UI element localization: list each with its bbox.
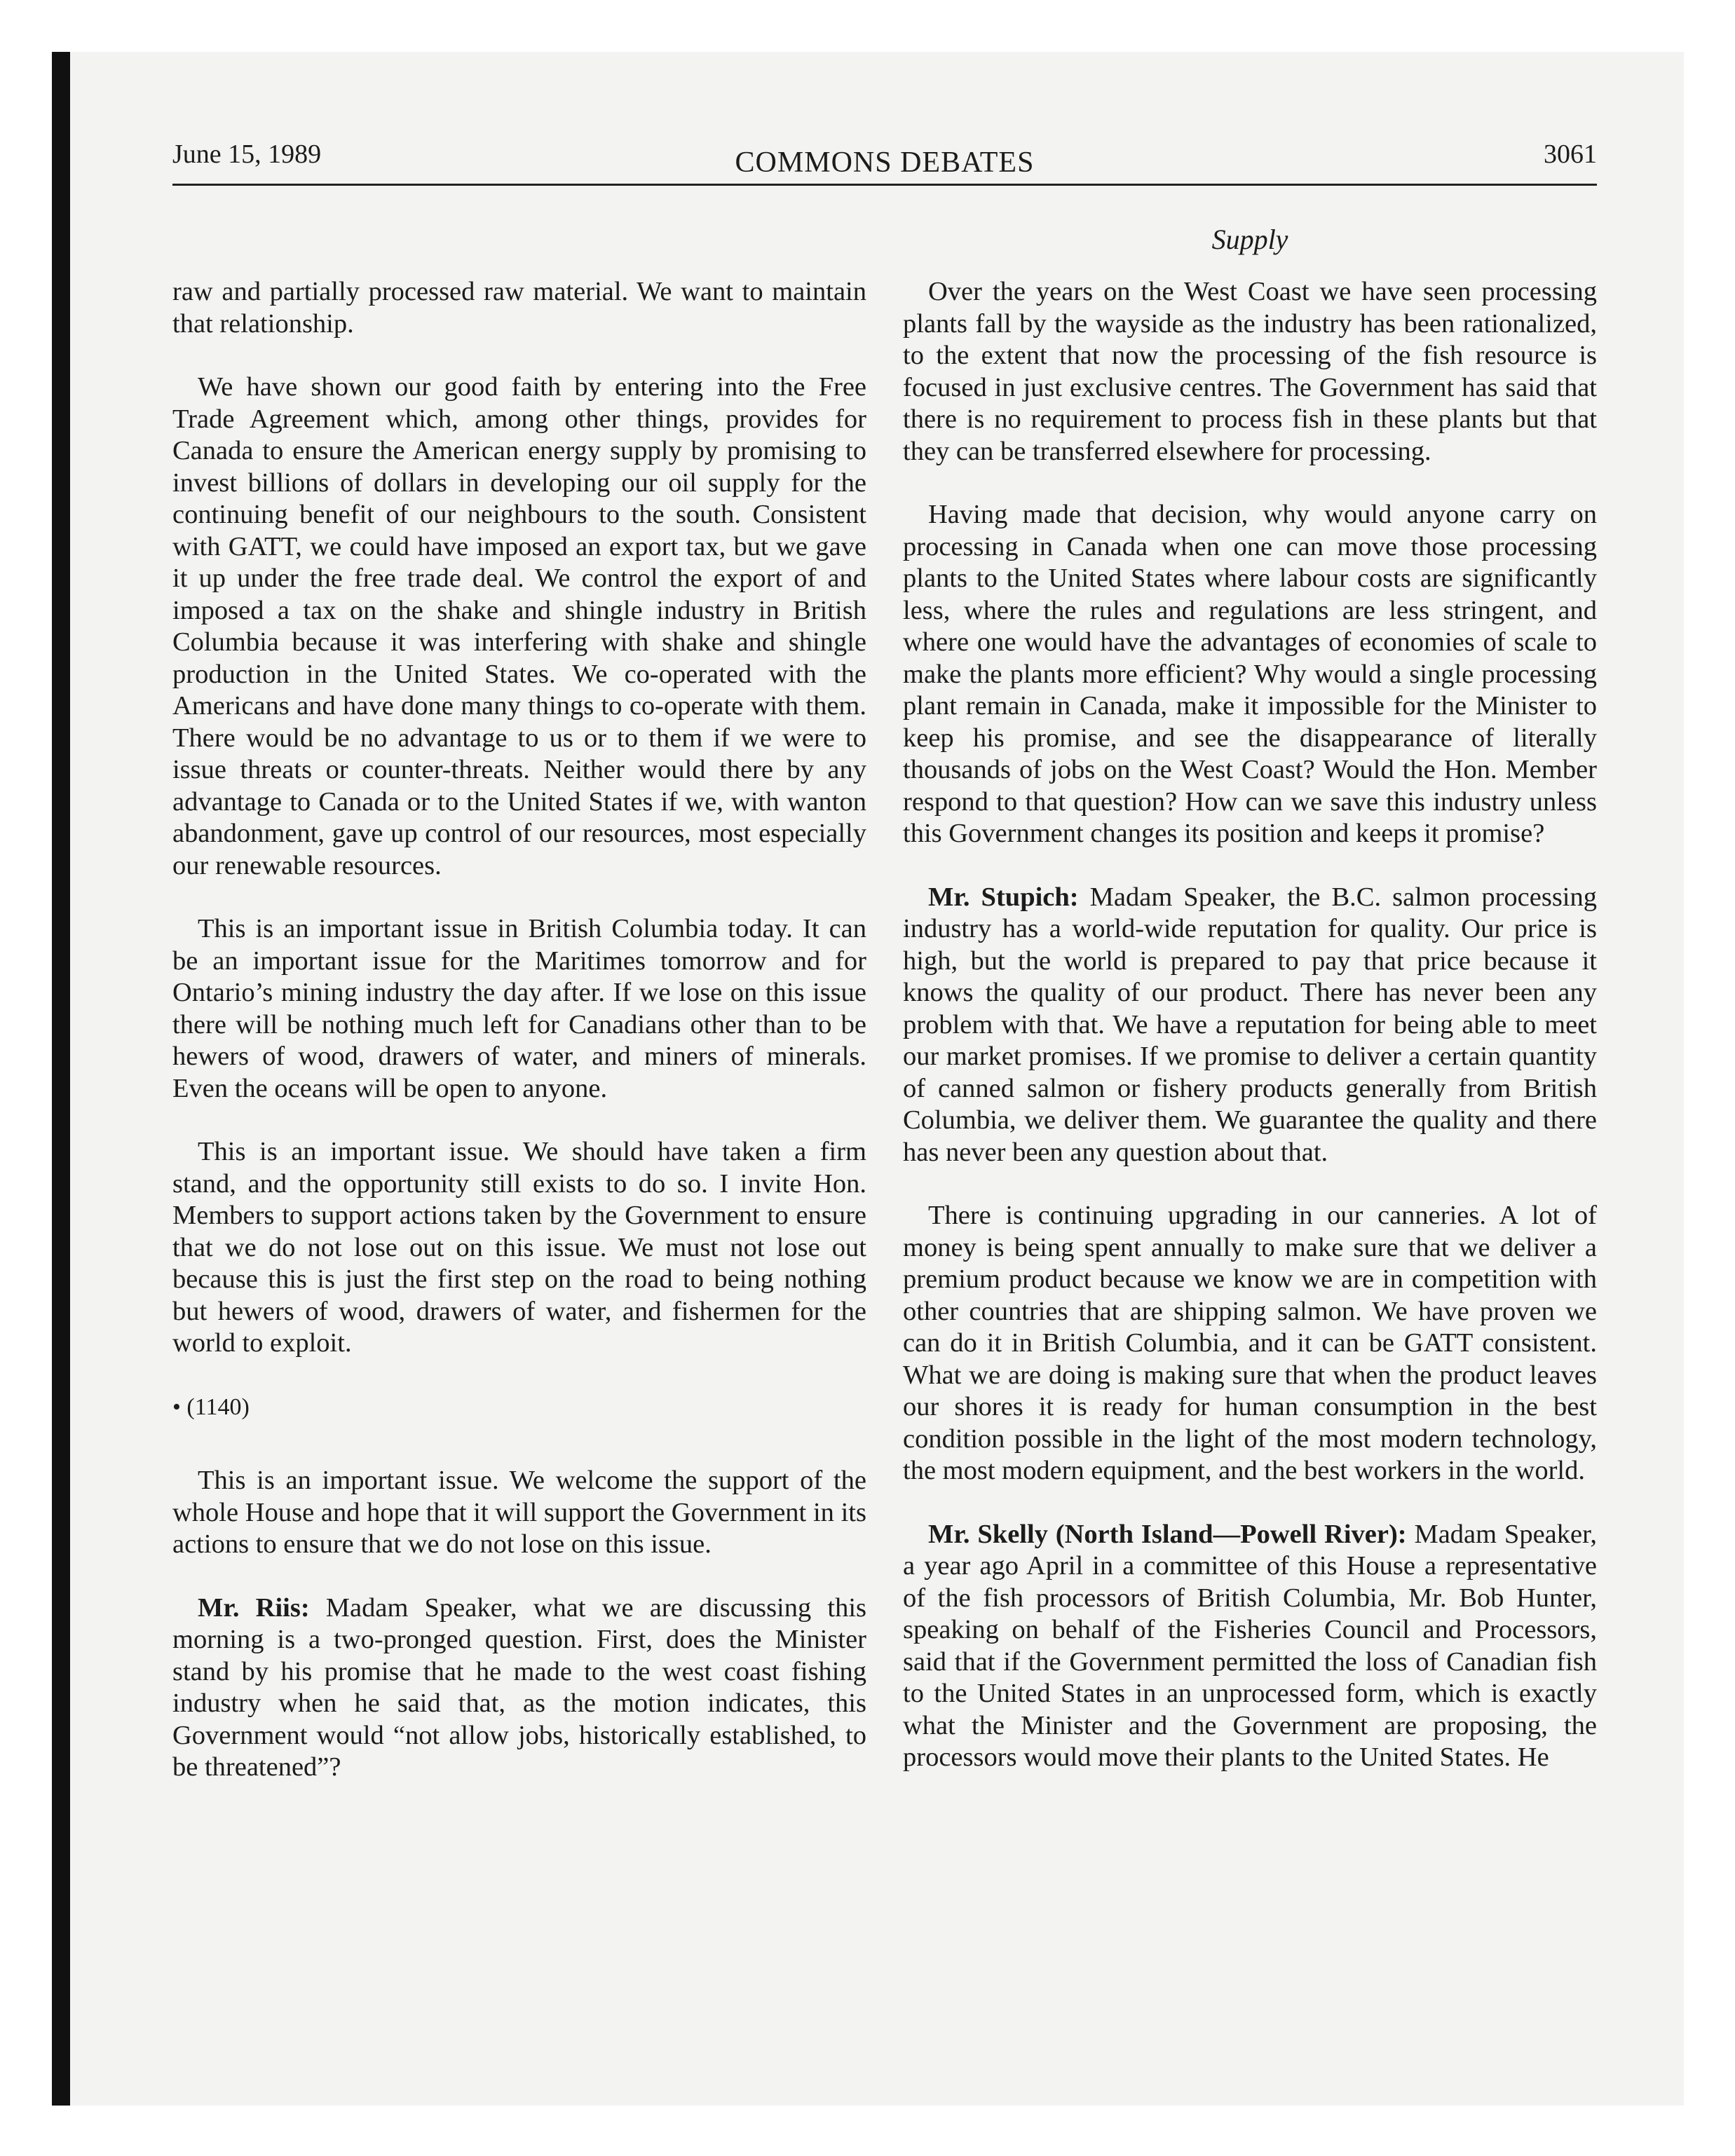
paragraph: This is an important issue. We should have taken a firm stand, and the opportunity still exists to do so. I invite Hon. Members to support actions taken by the Government to ensure that we do not lose out on this issue. We must not lose out because this is just the first step on the road to being nothing but hewers of wood, drawers of water, and fishermen for the world to exploit. bbox=[172, 1137, 866, 1358]
speaker-name: Mr. Stupich: bbox=[928, 882, 1079, 912]
right-column bbox=[903, 276, 1597, 1806]
speech-text: Madam Speaker, what we are discussing this morning is a two-pronged question. First, does the Minister stand by his promise that he made to the west coast fishing industry when he said that, as the motion indicates, this Government would “not allow jobs, historically established, to be threatened”? bbox=[172, 1592, 866, 1782]
time-marker: • (1140) bbox=[172, 1393, 250, 1420]
speaker-name: Mr. Riis: bbox=[198, 1592, 310, 1623]
speech-paragraph bbox=[172, 1592, 866, 1784]
page-header bbox=[172, 139, 1597, 188]
paragraph: There is continuing upgrading in our canneries. A lot of money is being spent annually to make sure that we deliver a premium product because we know we are in competition with other countries that are shipping salmon. We have proven we can do it in British Columbia, and it can be GATT consistent. What we are doing is making sure that when the product leaves our shores it is ready for human consumption in the best condition possible in the light of the most modern technology, the most modern equipment, and the best workers in the world. bbox=[903, 1201, 1597, 1485]
header-page-number: 3061 bbox=[1544, 139, 1597, 169]
paragraph: Having made that decision, why would anyone carry on processing in Canada when one can move those processing plants to the United States where labour costs are significantly less, where the rules and regulations are less stringent, and where one would have the advantages of economies of scale to make the plants more efficient? Why would a single processing plant remain in Canada, make it impossible for the Minister to keep his promise, and see the disappearance of literally thousands of jobs on the West Coast? Would the Hon. Member respond to that question? How can we save this industry unless this Government changes its position and keeps it promise? bbox=[903, 500, 1597, 848]
speech-text: Madam Speaker, the B.C. salmon processing industry has a world-wide reputation for quality. Our price is high, but the world is prepared to pay that price because it knows the quality of our product. There has never been any problem with that. We have a reputation for being able to meet our market promises. If we promise to deliver a certain quantity of canned salmon or fishery products generally from British Columbia, we deliver them. We guarantee the quality and there has never been any question about that. bbox=[903, 882, 1598, 1167]
header-date: June 15, 1989 bbox=[172, 139, 322, 169]
speech-paragraph bbox=[903, 1519, 1597, 1774]
left-column bbox=[172, 276, 866, 1815]
section-label: Supply bbox=[1211, 224, 1288, 255]
speech-paragraph bbox=[903, 882, 1597, 1169]
header-rule bbox=[172, 184, 1597, 186]
paragraph: This is an important issue. We welcome the support of the whole House and hope that it will support the Government in its actions to ensure that we do not lose on this issue. bbox=[172, 1466, 866, 1559]
speech-text: Madam Speaker, a year ago April in a committee of this House a representative of the fish processors of British Columbia, Mr. Bob Hunter, speaking on behalf of the Fisheries Council and Processors, said that if the Government permitted the loss of Canadian fish to the United States in an unprocessed form, which is exactly what the Minister and the Government are proposing, the processors would move their plants to the United States. He bbox=[903, 1519, 1598, 1772]
paragraph: raw and partially processed raw material. We want to maintain that relationship. bbox=[172, 277, 866, 339]
paragraph: This is an important issue in British Columbia today. It can be an important issue for the Maritimes tomorrow and for Ontario’s mining industry the day after. If we lose on this issue there will be nothing much left for Canadians other than to be hewers of wood, drawers of water, and miners of minerals. Even the oceans will be open to anyone. bbox=[172, 914, 866, 1103]
paragraph: Over the years on the West Coast we have seen processing plants fall by the wayside as the industry has been rationalized, to the extent that now the processing of the fish resource is focused in just exclusive centres. The Government has said that there is no requirement to process fish in these plants but that they can be transferred elsewhere for processing. bbox=[903, 277, 1597, 466]
paragraph: We have shown our good faith by entering into the Free Trade Agreement which, among other things, provides for Canada to ensure the American energy supply by promising to invest billions of dollars in developing our oil supply for the continuing benefit of our neighbours to the south. Consistent with GATT, we could have imposed an export tax, but we gave it up under the free trade deal. We control the export of and imposed a tax on the shake and shingle industry in British Columbia because it was interfering with shake and shingle production in the United States. We co-operated with the Americans and have done many things to co-operate with them. There would be no advantage to us or to them if we were to issue threats or counter-threats. Neither would there by any advantage to Canada or to the United States if we, with wanton abandonment, gave up control of our resources, most especially our renewable resources. bbox=[172, 372, 866, 880]
speaker-name: Mr. Skelly (North Island—Powell River): bbox=[928, 1519, 1407, 1549]
binding-edge bbox=[52, 52, 70, 2106]
header-title: COMMONS DEBATES bbox=[735, 146, 1035, 179]
